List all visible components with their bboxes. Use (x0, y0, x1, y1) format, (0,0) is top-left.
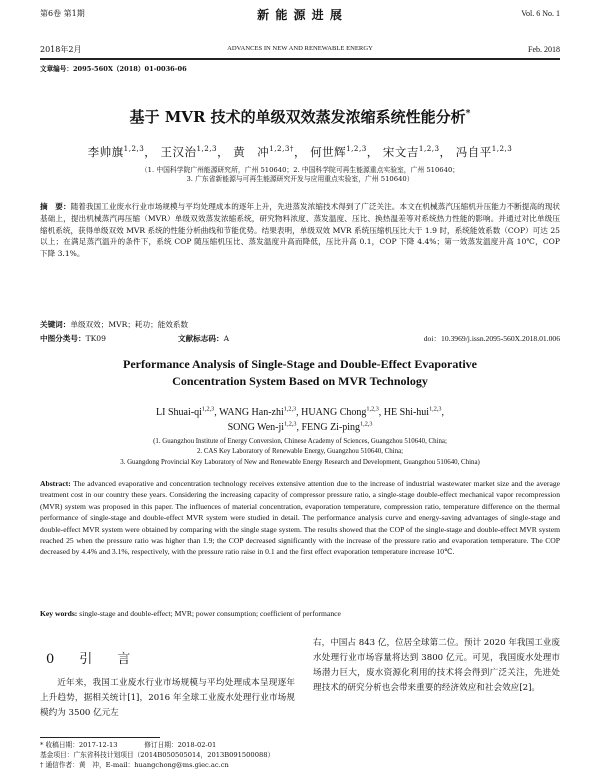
abstract-cn-text: 随着我国工业废水行业市场规模与平均处理成本的逐年上升，先进蒸发浓缩技术得到了广泛关注。本文在机械蒸汽压缩机升压能力不断提高的现状基础上，提出机械蒸汽再压缩（MVR）单级双效蒸发浓缩系统，研究物料浓度、蒸发温度、压比、换热温差等对系统热力性能的影响。并通过对比单级压缩机系统，获得单级双效 MVR 系统的性能分析曲线和节能优势。结果表明，单级双效 MVR 系统压缩机压比大于 1.9 时，系统能效系数（COP）可达 25 以上；在满足蒸汽温升的条件下，系统 COP 随压缩机压比、蒸发温度升高而降低，压比升高 0.1，COP 下降 4.4%；第一效蒸发温度升高 10℃，COP 下降 3.1%。 (40, 202, 560, 259)
authors-en (60, 405, 540, 435)
title-cn-text: 基于 MVR 技术的单级双效蒸发浓缩系统性能分析 (129, 108, 466, 126)
author-cn: 李帅旗$^{1,2,3}$ (87, 144, 145, 159)
affiliation-cn-line: 3. 广东省新能源与可再生能源研究开发与应用重点实验室，广州 510640） (186, 175, 414, 184)
affiliations-cn (40, 166, 560, 184)
abstract-cn (40, 201, 560, 260)
keywords-cn: 关键词：单级双效；MVR；耗功；能效系数 (40, 320, 189, 329)
authors-cn: 李帅旗$^{1,2,3}$， 王汉治$^{1,2,3}$， 黄 冲$^{1,2,3\dagger}$， 何世辉$^{1,2,3}$， 宋文吉$^{1,2,3}$， 冯自平$^{1,2,3}$ (87, 144, 513, 159)
author-en: HUANG Chong$^{1,2,3}$, (301, 405, 384, 418)
body-text-left: 近年来，我国工业废水行业市场规模与平均处理成本呈现逐年上升趋势，据相关统计[1]，2016 年全球工业废水处理行业市场规模约为 3500 亿元左 (40, 678, 295, 719)
footnotes (40, 740, 560, 770)
article-id: 文章编号：2095-560X（2018）01-0036-06 (40, 65, 187, 73)
affiliation-cn-line: （1. 中国科学院广州能源研究所，广州 510640；2. 中国科学院可再生能源重点实验室，广州 510640； (140, 166, 460, 174)
abstract-cn-label: 摘 要： (40, 202, 71, 211)
journal-title-cn: 新 能 源 进 展 (257, 8, 343, 22)
author-cn: 黄 冲$^{1,2,3\dagger}$ (233, 144, 294, 159)
header-date-cn: 2018年2月 (40, 45, 82, 54)
keywords-en: Key words: single-stage and double-effect; MVR; power consumption; coefficient of performance (40, 609, 341, 618)
section-heading: 0 引 言 (46, 652, 137, 667)
author-en: WANG Han-zhi$^{1,2,3}$, (219, 405, 302, 418)
footnote-fund: 基金项目：广东省科技计划项目（2014B050505014，2013B091500088） (40, 751, 275, 760)
abstract-en (40, 478, 560, 558)
classification-row (40, 333, 560, 345)
author-cn: 王汉治$^{1,2,3}$ (160, 144, 218, 159)
abstract-en-text: The advanced evaporative and concentration technology receives extensive attention due to the increase of industrial wastewater market size and the average treatment cost in our country these years. Considering the increasing capacity of compressor pressure ratio, a single-stage double-effect mechanical vapor recompression (MVR) system was proposed in this paper. The influences of material concentration, evaporation temperature, compression ratio, temperature difference on the thermal performance of single-stage and double-effect MVR system were studied in detail. The performance analysis curve and energy-saving advantages of single-stage and double-effect MVR system were obtained by comparing with the single stage system. The results showed that the COP of the single-stage and double-effect MVR system reached 25 when the pressure ratio was higher than 1.9; the COP decreased significantly with the increase of the pressure ratio and evaporation temperature. The COP decreased by 4.4% and 3.1%, respectively, with the pressure ratio raise in 0.1 and the first effect evaporation temperature increase 10℃. (40, 479, 560, 557)
footnote-contact: † 通信作者：黄 冲，E-mail：huangchong@ms.giec.ac.cn (40, 761, 229, 770)
footnote-rule (40, 737, 160, 738)
header-rule (40, 58, 560, 60)
body-text-right: 右，中国占 843 亿，位居全球第二位。预计 2020 年我国工业废水处理行业市场容量将达到 3800 亿元。可见，我国废水处理市场潜力巨大，废水资源化利用的技术将会得到广泛关注，先进处理技术的研究分析也会带来重要的经济效应和社会效应[2]。 (313, 638, 560, 694)
clc-number: 中图分类号：TK09 (40, 334, 106, 343)
affiliations-en (40, 437, 560, 468)
abstract-en-label: Abstract: (40, 479, 71, 488)
footnote-received: * 收稿日期：2017-12-13 修订日期：2018-02-01 (40, 741, 217, 749)
document-code: 文献标志码：A (178, 334, 230, 343)
author-cn: 何世辉$^{1,2,3}$ (310, 144, 367, 159)
author-en: LI Shuai-qi$^{1,2,3}$, (156, 405, 220, 418)
affiliation-en-line: 3. Guangdong Provincial Key Laboratory of New and Renewable Energy Research and Development, Guangzhou 510640, China) (120, 458, 480, 466)
title-en: Performance Analysis of Single-Stage and Double-Effect Evaporative Concentration System Based on MVR Technology (123, 357, 477, 389)
title-cn-mark: * (465, 108, 471, 119)
author-cn: 宋文吉$^{1,2,3}$ (382, 144, 440, 159)
author-en: HE Shi-hui$^{1,2,3}$, (383, 405, 444, 418)
title-cn (40, 106, 560, 127)
author-en: FENG Zi-ping$^{1,2,3}$ (301, 420, 373, 433)
header-vol-issue-en: Vol. 6 No. 1 (521, 9, 560, 18)
author-en: SONG Wen-ji$^{1,2,3}$, (227, 420, 302, 433)
journal-title-en: ADVANCES IN NEW AND RENEWABLE ENERGY (227, 45, 373, 52)
header-vol-issue-cn: 第6卷 第1期 (40, 9, 85, 18)
affiliation-en-line: 2. CAS Key Laboratory of Renewable Energy, Guangzhou 510640, China; (196, 448, 404, 456)
header-date-en: Feb. 2018 (528, 45, 560, 54)
affiliation-en-line: (1. Guangzhou Institute of Energy Conversion, Chinese Academy of Sciences, Guangzhou 510640, China; (153, 438, 447, 445)
author-cn: 冯自平$^{1,2,3}$ (455, 144, 513, 159)
doi: doi：10.3969/j.issn.2095-560X.2018.01.006 (423, 334, 560, 343)
